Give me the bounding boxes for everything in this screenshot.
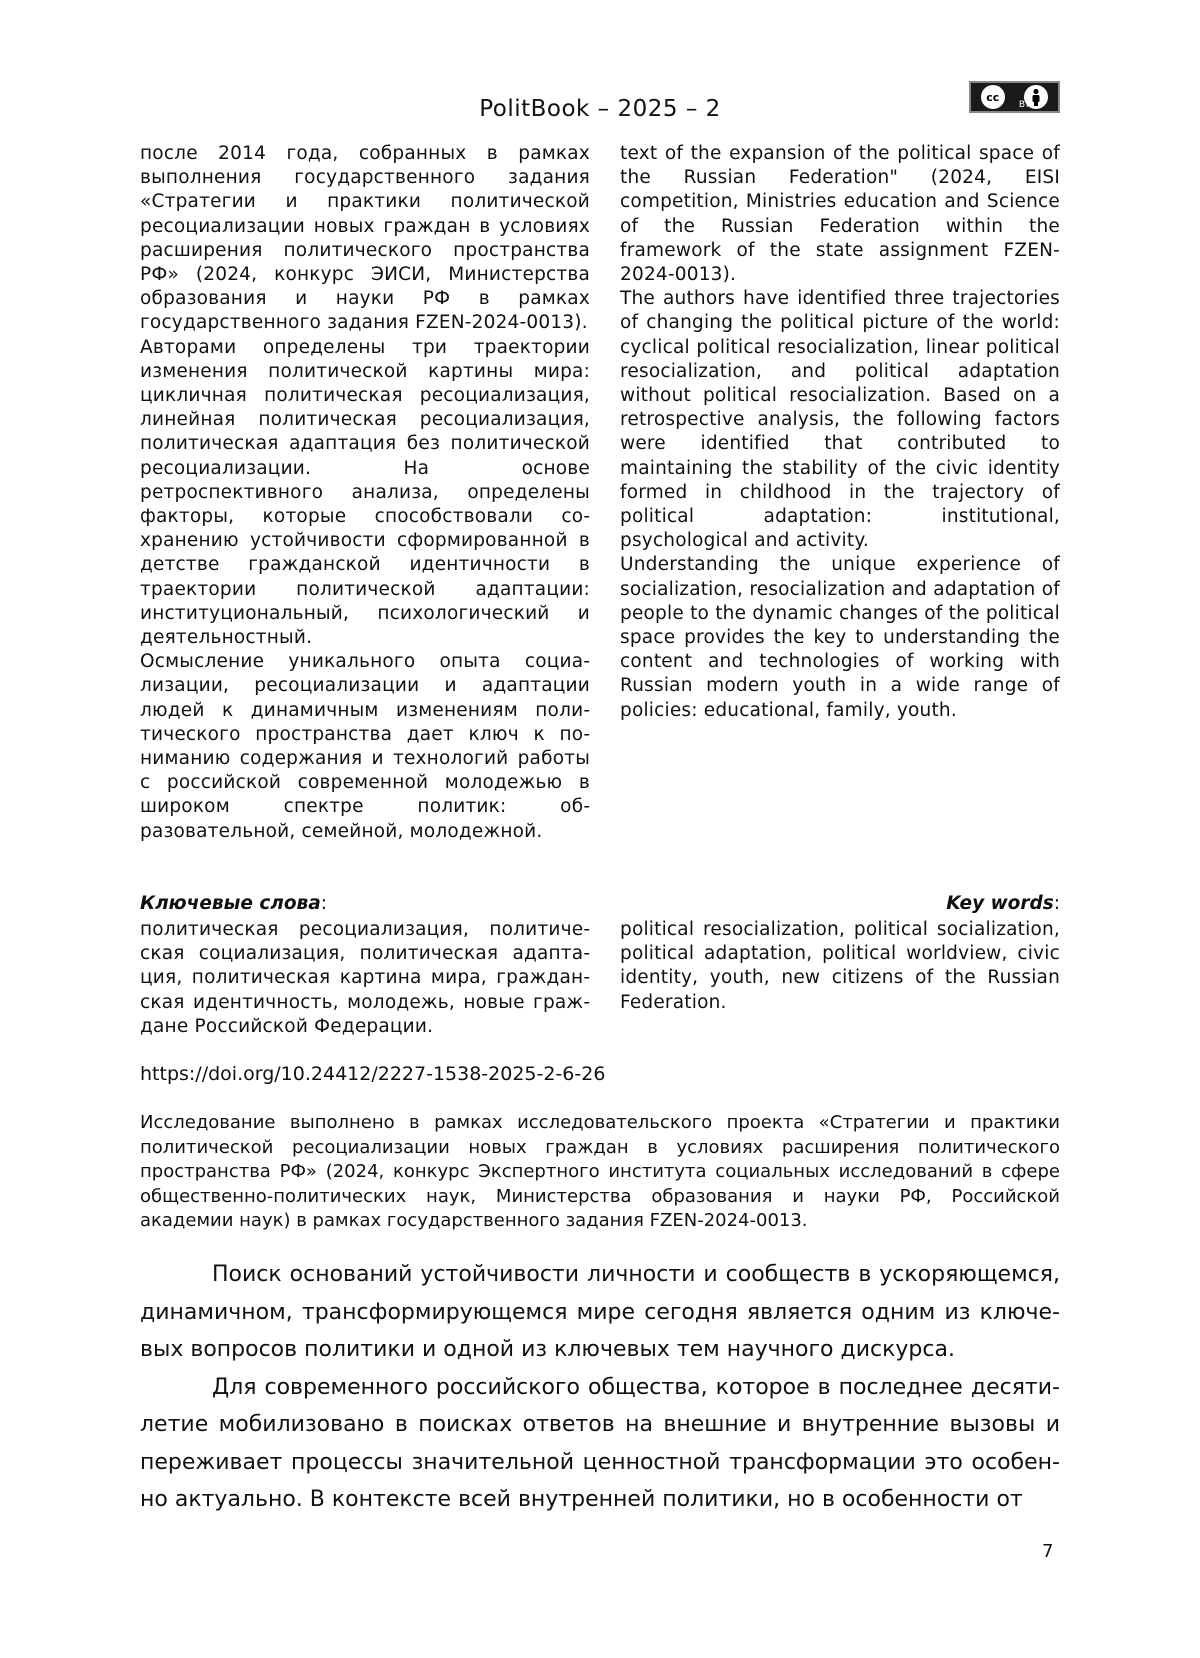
- keywords-ru-heading: [140, 893, 327, 914]
- keywords-en-colon: :: [1053, 893, 1060, 914]
- cc-by-license-badge: [969, 81, 1060, 113]
- keywords-en-heading-text: Key words: [946, 893, 1054, 914]
- body-paragraph: Для современного российского общества, которое в последнее десятилетие мобилизовано в поисках ответов на внешние и внутренние вызовы и переживает процессы значительной ценностной трансформации это особенно актуально. В контексте всей внутренней политики, но в особенности от: [140, 1374, 1060, 1512]
- keywords-ru-colon: :: [320, 893, 327, 914]
- body-paragraph: Поиск оснований устойчивости личности и сообществ в ускоряющемся, динамичном, трансформирующемся мире сегодня является одним из ключевых вопросов политики и одной из ключевых тем научного дискурса.: [140, 1262, 1060, 1362]
- page-number: 7: [1042, 1541, 1054, 1562]
- abstract-ru: [140, 142, 590, 844]
- journal-header: PolitBook – 2025 – 2: [479, 96, 721, 122]
- abstract-en: [620, 142, 1060, 723]
- keywords-en-heading: [946, 893, 1060, 914]
- abstract-ru-paragraph: Авторами определены три траектории изменения политической картины мира: цикличная политическая ресоциализация, линейная политическая ресоциализация, политическая адаптация без политической ресоциализации. На основе ретроспективного анализа, определены факторы, которые способствовали сохранению устойчивости сформированной в детстве гражданской идентичности в траектории политической адаптации: институциональный, психологический и деятельностный.: [140, 336, 590, 649]
- by-label: BY: [1018, 100, 1030, 110]
- doi-link[interactable]: https://doi.org/10.24412/2227-1538-2025-2-6-26: [140, 1063, 606, 1085]
- keywords-en: [620, 918, 1060, 1015]
- keywords-en-text: political resocialization, political socialization, political adaptation, political worldview, civic identity, youth, new citizens of the Russian Federation.: [620, 919, 1060, 1013]
- keywords-ru-text: политическая ресоциализация, политическая социализация, политическая адаптация, политическая картина мира, гражданская идентичность, молодежь, новые граждане Российской Федерации.: [140, 919, 590, 1037]
- article-body: [140, 1256, 1060, 1519]
- keywords-ru-heading-text: Ключевые слова: [140, 893, 321, 914]
- abstract-en-paragraph: The authors have identified three trajectories of changing the political picture of the world: cyclical political resocialization, linear political resocialization, and political adaptation without political resocialization. Based on a retrospective analysis, the following factors were identified that contributed to maintaining the stability of the civic identity formed in childhood in the trajectory of political adaptation: institutional, psychological and activity.: [620, 288, 1060, 552]
- keywords-ru: [140, 918, 590, 1039]
- cc-icon: cc: [981, 85, 1005, 109]
- abstract-en-paragraph: Understanding the unique experience of socialization, resocialization and adaptation of people to the dynamic changes of the political space provides the key to understanding the content and technologies of working with Russian modern youth in a wide range of policies: educational, family, youth.: [620, 554, 1060, 721]
- funding-note: Исследование выполнено в рамках исследовательского проекта «Стратегии и практики политической ресоциализации новых граждан в условиях расширения политического пространства РФ» (2024, конкурс Экспертного института социальных исследований в сфере общественно-политических наук, Министерства образования и науки РФ, Российской академии наук) в рамках государственного задания FZEN-2024-0013.: [140, 1112, 1060, 1232]
- abstract-ru-paragraph: после 2014 года, собранных в рамках выполнения государственного задания «Стратегии и практики политической ресоциализации новых граждан в условиях расширения политического пространства РФ» (2024, конкурс ЭИСИ, Министерства образования и науки РФ в рамках государственного задания FZEN-2024-0013).: [140, 143, 590, 334]
- abstract-en-paragraph: text of the expansion of the political space of the Russian Federation" (2024, EISI competition, Ministries education and Science of the Russian Federation within the framework of the state assignment FZEN-2024-0013).: [620, 143, 1060, 286]
- abstract-ru-paragraph: Осмысление уникального опыта социализации, ресоциализации и адаптации людей к динамичным изменениям политического пространства дает ключ к пониманию содержания и технологий работы с российской современной молодежью в широком спектре политик: образовательной, семейной, молодежной.: [140, 651, 590, 842]
